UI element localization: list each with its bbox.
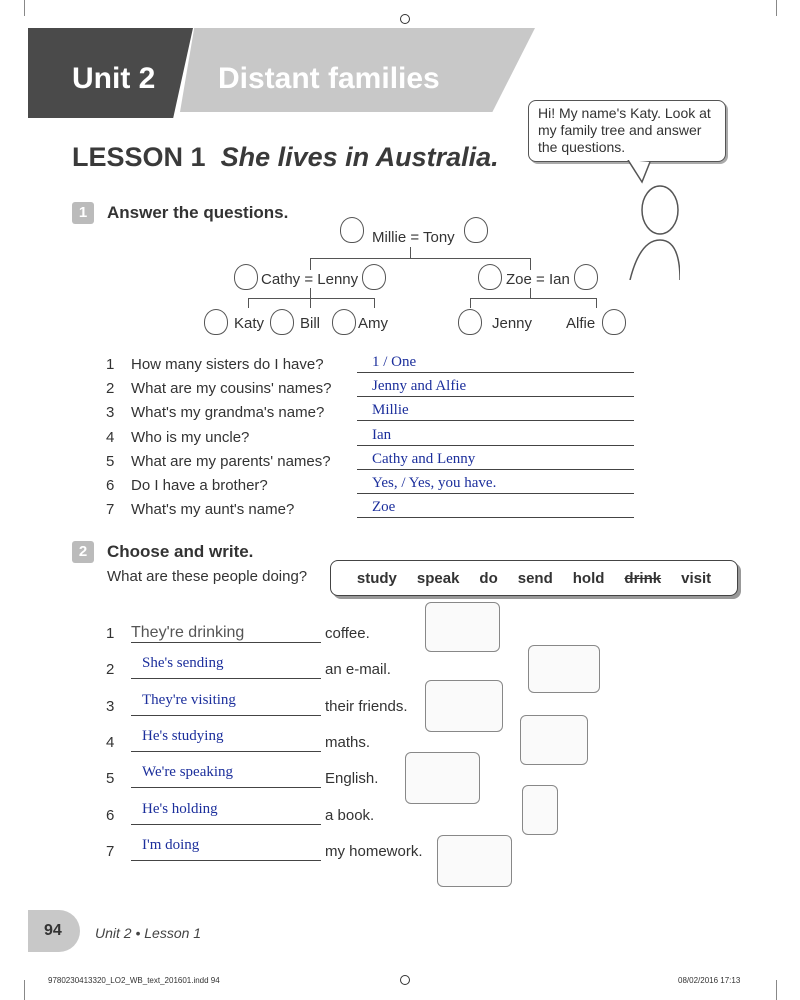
tony-face-icon — [464, 217, 488, 243]
question-number: 7 — [106, 501, 115, 519]
item-number: 1 — [106, 625, 115, 642]
slug-file: 9780230413320_LO2_WB_text_201601.indd 94 — [48, 976, 220, 985]
tree-bill: Bill — [300, 315, 321, 332]
visiting-illustration — [425, 680, 503, 732]
word: speak — [416, 569, 460, 587]
page-number: 94 — [28, 910, 80, 952]
answer-field[interactable]: They're visiting — [142, 691, 236, 708]
cathy-face-icon — [234, 264, 258, 290]
homework-illustration — [437, 835, 512, 887]
item-rest: English. — [325, 770, 379, 788]
slug-date: 08/02/2016 17:13 — [678, 976, 741, 985]
item-number: 4 — [106, 733, 115, 751]
section-2-heading: Choose and write. — [107, 542, 254, 561]
alfie-face-icon — [602, 309, 626, 335]
item-rest: an e-mail. — [325, 661, 391, 679]
item-number: 2 — [106, 661, 115, 679]
answer-field[interactable]: She's sending — [142, 655, 224, 672]
speech-bubble: Hi! My name's Katy. Look at my family tree and answer the questions. — [528, 100, 726, 162]
item-rest: coffee. — [325, 625, 370, 642]
section-2-badge: 2 — [72, 541, 94, 563]
example-answer: They're drinking — [131, 624, 245, 641]
speaking-illustration — [405, 752, 480, 804]
word-used: drink — [624, 569, 662, 587]
item-rest: my homework. — [325, 842, 423, 860]
question-number: 5 — [106, 452, 115, 470]
studying-illustration — [520, 715, 588, 765]
item-rest: maths. — [325, 733, 371, 751]
ian-face-icon — [574, 264, 598, 290]
answer-field[interactable]: Jenny and Alfie — [372, 378, 467, 395]
holding-book-illustration — [522, 785, 558, 835]
question-text: Do I have a brother? — [131, 477, 268, 494]
section-1-badge: 1 — [72, 202, 94, 224]
question-text: Who is my uncle? — [131, 428, 250, 446]
lesson-heading — [72, 142, 499, 173]
unit-label: Unit 2 — [72, 62, 156, 95]
lesson-label: LESSON 1 — [72, 142, 206, 172]
tree-jenny: Jenny — [492, 315, 533, 332]
registration-mark-icon — [400, 975, 410, 985]
katy-face-icon — [204, 309, 228, 335]
item-number: 3 — [106, 697, 115, 715]
tree-parents: Cathy = Lenny — [261, 271, 359, 288]
tree-amy: Amy — [358, 315, 388, 332]
question-text: How many sisters do I have? — [131, 356, 324, 373]
amy-face-icon — [332, 309, 356, 335]
question-number: 4 — [106, 428, 115, 446]
item-rest: a book. — [325, 806, 375, 824]
question-text: What are my cousins' names? — [131, 380, 332, 398]
item-rest: their friends. — [325, 697, 408, 715]
word: visit — [681, 569, 712, 587]
question-text: What's my aunt's name? — [131, 501, 295, 519]
question-text: What are my parents' names? — [131, 452, 331, 470]
katy-illustration — [620, 160, 680, 280]
section-2-prompt: What are these people doing? — [107, 568, 308, 585]
question-text: What's my grandma's name? — [131, 404, 325, 422]
jenny-face-icon — [458, 309, 482, 335]
answer-field[interactable]: Millie — [372, 402, 409, 419]
unit-title: Distant families — [218, 62, 440, 95]
word: do — [479, 569, 498, 587]
answer-field[interactable]: Yes, / Yes, you have. — [372, 475, 497, 491]
tree-grandparents: Millie = Tony — [372, 229, 455, 246]
footer-label: Unit 2 • Lesson 1 — [95, 925, 202, 941]
zoe-face-icon — [478, 264, 502, 290]
answer-field[interactable]: 1 / One — [372, 354, 417, 370]
answer-field[interactable]: He's studying — [142, 727, 224, 744]
word: study — [356, 569, 397, 587]
lenny-face-icon — [362, 264, 386, 290]
item-number: 6 — [106, 806, 115, 824]
lesson-subtitle: She lives in Australia. — [220, 142, 499, 172]
answer-field[interactable]: Ian — [372, 426, 392, 443]
question-number: 2 — [106, 380, 115, 398]
millie-face-icon — [340, 217, 364, 243]
word-box — [330, 560, 738, 596]
answer-field[interactable]: He's holding — [142, 800, 218, 817]
word: hold — [572, 569, 605, 587]
tree-alfie: Alfie — [566, 315, 596, 332]
answer-field[interactable]: We're speaking — [142, 764, 234, 781]
section-1-heading: Answer the questions. — [107, 203, 289, 222]
answer-field[interactable]: I'm doing — [142, 836, 200, 853]
answer-field[interactable]: Cathy and Lenny — [372, 450, 476, 467]
item-number: 5 — [106, 770, 115, 788]
question-number: 1 — [106, 356, 115, 373]
tree-katy: Katy — [234, 315, 265, 332]
email-illustration — [528, 645, 600, 693]
word: send — [517, 569, 553, 587]
bill-face-icon — [270, 309, 294, 335]
question-number: 6 — [106, 477, 115, 494]
item-number: 7 — [106, 842, 115, 860]
tree-aunt-uncle: Zoe = Ian — [506, 271, 570, 288]
answer-field[interactable]: Zoe — [372, 499, 396, 516]
drinking-coffee-illustration — [425, 602, 500, 652]
question-number: 3 — [106, 404, 115, 422]
registration-mark-icon — [400, 14, 410, 24]
